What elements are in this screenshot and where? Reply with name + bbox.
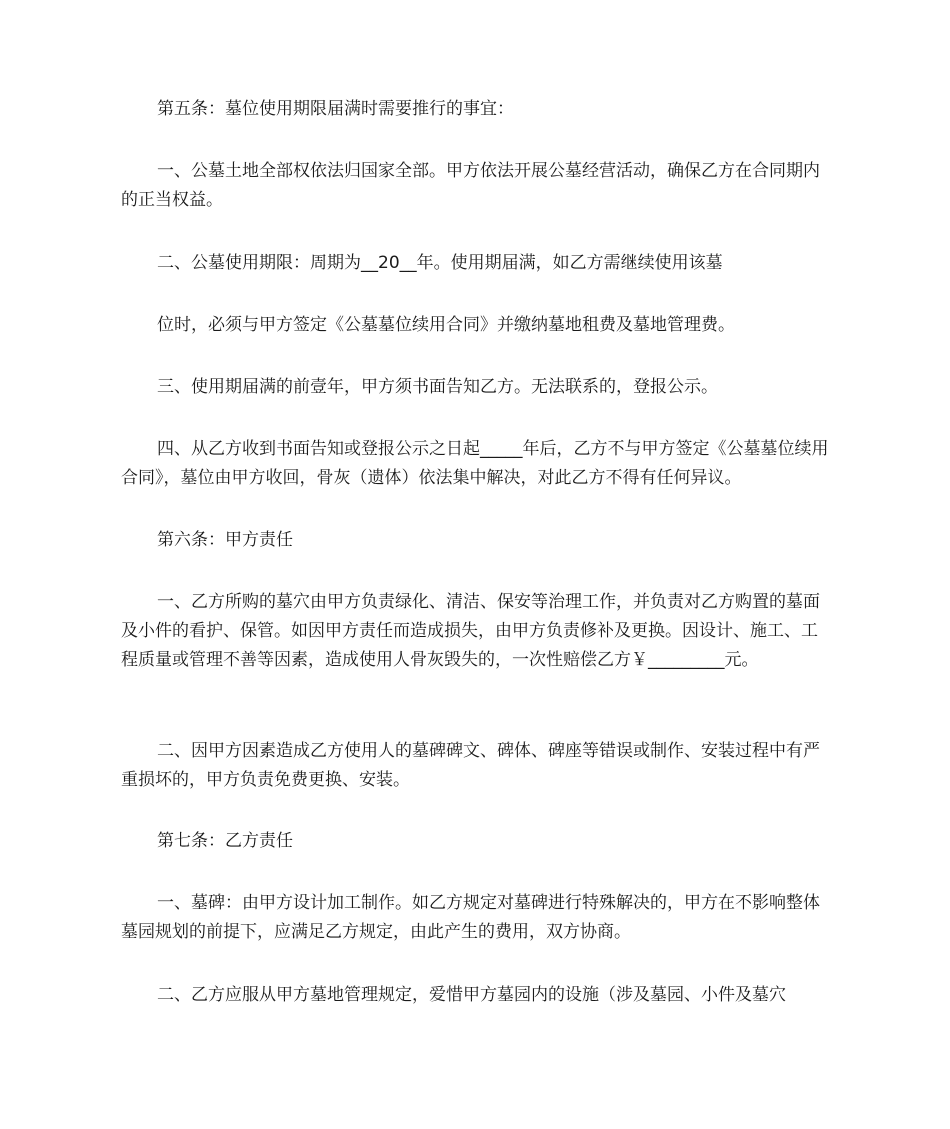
article-7-clause-2: 二、乙方应服从甲方墓地管理规定，爱惜甲方墓园内的设施（涉及墓园、小件及墓穴 xyxy=(157,985,786,1005)
article-5-clause-2-continued: 位时，必须与甲方签定《公墓墓位续用合同》并缴纳墓地租费及墓地管理费。 xyxy=(157,315,735,335)
article-6-clause-2: 二、因甲方因素造成乙方使用人的墓碑碑文、碑体、碑座等错误或制作、安装过程中有严重损坏的，甲方负责免费更换、安装。 xyxy=(121,741,820,790)
article-7-heading: 第七条：乙方责任 xyxy=(157,831,293,851)
article-5-heading: 第五条：墓位使用期限届满时需要推行的事宜： xyxy=(157,99,514,119)
article-5-clause-3: 三、使用期届满的前壹年，甲方须书面告知乙方。无法联系的，登报公示。 xyxy=(157,377,718,397)
article-5-clause-1: 一、公墓土地全部权依法归国家全部。甲方依法开展公墓经营活动，确保乙方在合同期内的正当权益。 xyxy=(121,161,820,210)
article-7-clause-1: 一、墓碑：由甲方设计加工制作。如乙方规定对墓碑进行特殊解决的，甲方在不影响整体墓园规划的前提下，应满足乙方规定，由此产生的费用，双方协商。 xyxy=(121,893,820,942)
article-6-clause-1: 一、乙方所购的墓穴由甲方负责绿化、清洁、保安等治理工作，并负责对乙方购置的墓面及小件的看护、保管。如因甲方责任而造成损失，由甲方负责修补及更换。因设计、施工、工程质量或管理不善等因素，造成使用人骨灰毁失的，一次性赔偿乙方￥_________元。 xyxy=(121,592,820,670)
article-6-heading: 第六条：甲方责任 xyxy=(157,530,293,550)
article-5-clause-2: 二、公墓使用期限：周期为__20__年。使用期届满，如乙方需继续使用该墓 xyxy=(157,253,723,273)
article-5-clause-4: 四、从乙方收到书面告知或登报公示之日起_____年后，乙方不与甲方签定《公墓墓位续用合同》，墓位由甲方收回，骨灰（遗体）依法集中解决，对此乙方不得有任何异议。 xyxy=(121,439,829,488)
